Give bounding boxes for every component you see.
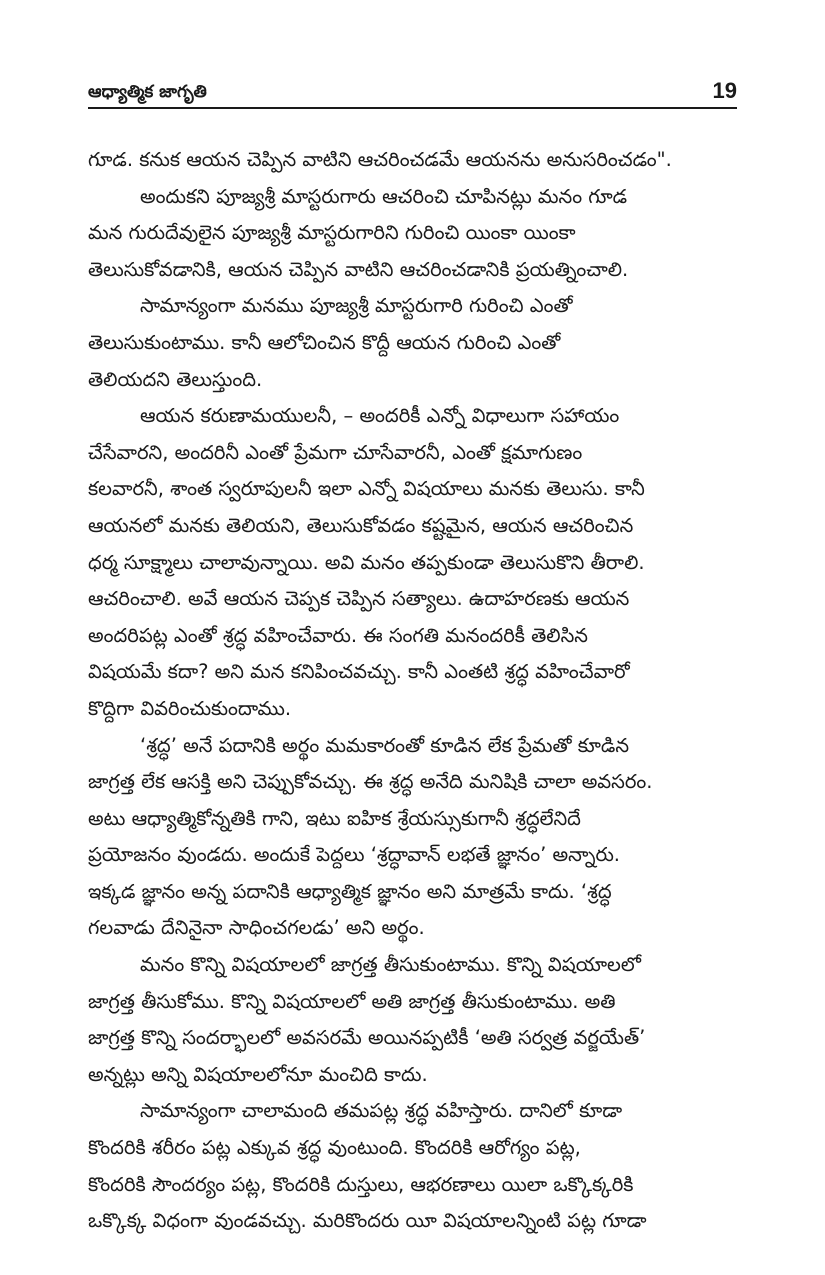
text-line: కలవారనీ, శాంత స్వరూపులనీ ఇలా ఎన్నో విషయాలు మనకు తెలుసు. కానీ <box>88 477 645 501</box>
text-line: గలవాడు దేనినైనా సాధించగలడు’ అని అర్థం. <box>88 916 425 940</box>
text-line: ఆయన కరుణామయులనీ, – అందరికీ ఎన్నో విధాలుగా సహాయం <box>140 404 620 428</box>
text-line: కొందరికి సౌందర్యం పట్ల, కొందరికి దుస్తులు, ఆభరణాలు యిలా ఒక్కొక్కరికి <box>88 1172 634 1196</box>
text-line: ఇక్కడ జ్ఞానం అన్న పదానికి ఆధ్యాత్మిక జ్ఞానం అని మాత్రమే కాదు. ‘శ్రద్ధ <box>88 879 612 903</box>
text-line: అందరిపట్ల ఎంతో శ్రద్ధ వహించేవారు. ఈ సంగతి మనందరికీ తెలిసిన <box>88 623 588 647</box>
running-header <box>88 80 737 106</box>
body-text <box>88 142 737 1240</box>
page-number: 19 <box>712 78 737 103</box>
text-line: సామాన్యంగా మనము పూజ్యశ్రీ మాస్టరుగారి గురించి ఎంతో <box>140 294 573 318</box>
text-line: ప్రయోజనం వుండదు. అందుకే పెద్దలు ‘శ్రద్ధావాన్ లభతే జ్ఞానం’ అన్నారు. <box>88 843 621 867</box>
text-line: విషయమే కదా? అని మన కనిపించవచ్చు. కానీ ఎంతటి శ్రద్ధ వహించేవారో <box>88 660 630 684</box>
text-line: అన్నట్లు అన్ని విషయాలలోనూ మంచిది కాదు. <box>88 1062 428 1086</box>
text-line: మన గురుదేవులైన పూజ్యశ్రీ మాస్టరుగారిని గురించి యింకా యింకా <box>88 221 576 245</box>
text-line: మనం కొన్ని విషయాలలో జాగ్రత్త తీసుకుంటాము. కొన్ని విషయాలలో <box>140 953 641 977</box>
text-line: ధర్మ సూక్ష్మాలు చాలావున్నాయి. అవి మనం తప్పకుండా తెలుసుకొని తీరాలి. <box>88 550 645 574</box>
text-line: ఒక్కొక్క విధంగా వుండవచ్చు. మరికొందరు యీ విషయాలన్నింటి పట్ల గూడా <box>88 1209 647 1233</box>
text-line: తెలియదని తెలుస్తుంది. <box>88 367 263 391</box>
text-line: అటు ఆధ్యాత్మికోన్నతికి గాని, ఇటు ఐహిక శ్రేయస్సుకుగానీ శ్రద్ధలేనిదే <box>88 806 581 830</box>
running-title: ఆధ్యాత్మిక జాగృతి <box>88 82 207 102</box>
text-line: అందుకని పూజ్యశ్రీ మాస్టరుగారు ఆచరించి చూపినట్లు మనం గూడ <box>140 184 628 208</box>
header-rule <box>88 107 737 109</box>
text-line: ఆచరించాలి. అవే ఆయన చెప్పక చెప్పిన సత్యాలు. ఉదాహరణకు ఆయన <box>88 587 630 611</box>
text-line: కొద్దిగా వివరించుకుందాము. <box>88 696 292 720</box>
text-line: జాగ్రత్త లేక ఆసక్తి అని చెప్పుకోవచ్చు. ఈ శ్రద్ధ అనేది మనిషికి చాలా అవసరం. <box>88 770 653 794</box>
text-line: గూడ. కనుక ఆయన చెప్పిన వాటిని ఆచరించడమే ఆయనను అనుసరించడం". <box>88 148 672 171</box>
text-line: ఆయనలో మనకు తెలియని, తెలుసుకోవడం కష్టమైన, ఆయన ఆచరించిన <box>88 513 634 537</box>
text-line: జాగ్రత్త కొన్ని సందర్భాలలో అవసరమే అయినప్పటికీ ‘అతి సర్వత్ర వర్జయేత్’ <box>88 1026 646 1050</box>
text-line: ‘శ్రద్ధ’ అనే పదానికి అర్థం మమకారంతో కూడిన లేక ప్రేమతో కూడిన <box>140 733 630 757</box>
text-line: జాగ్రత్త తీసుకోము. కొన్ని విషయాలలో అతి జాగ్రత్త తీసుకుంటాము. అతి <box>88 989 616 1013</box>
text-line: తెలుసుకుంటాము. కానీ ఆలోచించిన కొద్దీ ఆయన గురించి ఎంతో <box>88 330 561 354</box>
text-line: తెలుసుకోవడానికి, ఆయన చెప్పిన వాటిని ఆచరించడానికి ప్రయత్నించాలి. <box>88 257 629 281</box>
text-line: కొందరికి శరీరం పట్ల ఎక్కువ శ్రద్ధ వుంటుంది. కొందరికి ఆరోగ్యం పట్ల, <box>88 1136 581 1160</box>
text-line: సామాన్యంగా చాలామంది తమపట్ల శ్రద్ధ వహిస్తారు. దానిలో కూడా <box>140 1099 623 1123</box>
text-line: చేసేవారని, అందరినీ ఎంతో ప్రేమగా చూసేవారనీ, ఎంతో క్షమాగుణం <box>88 440 583 464</box>
